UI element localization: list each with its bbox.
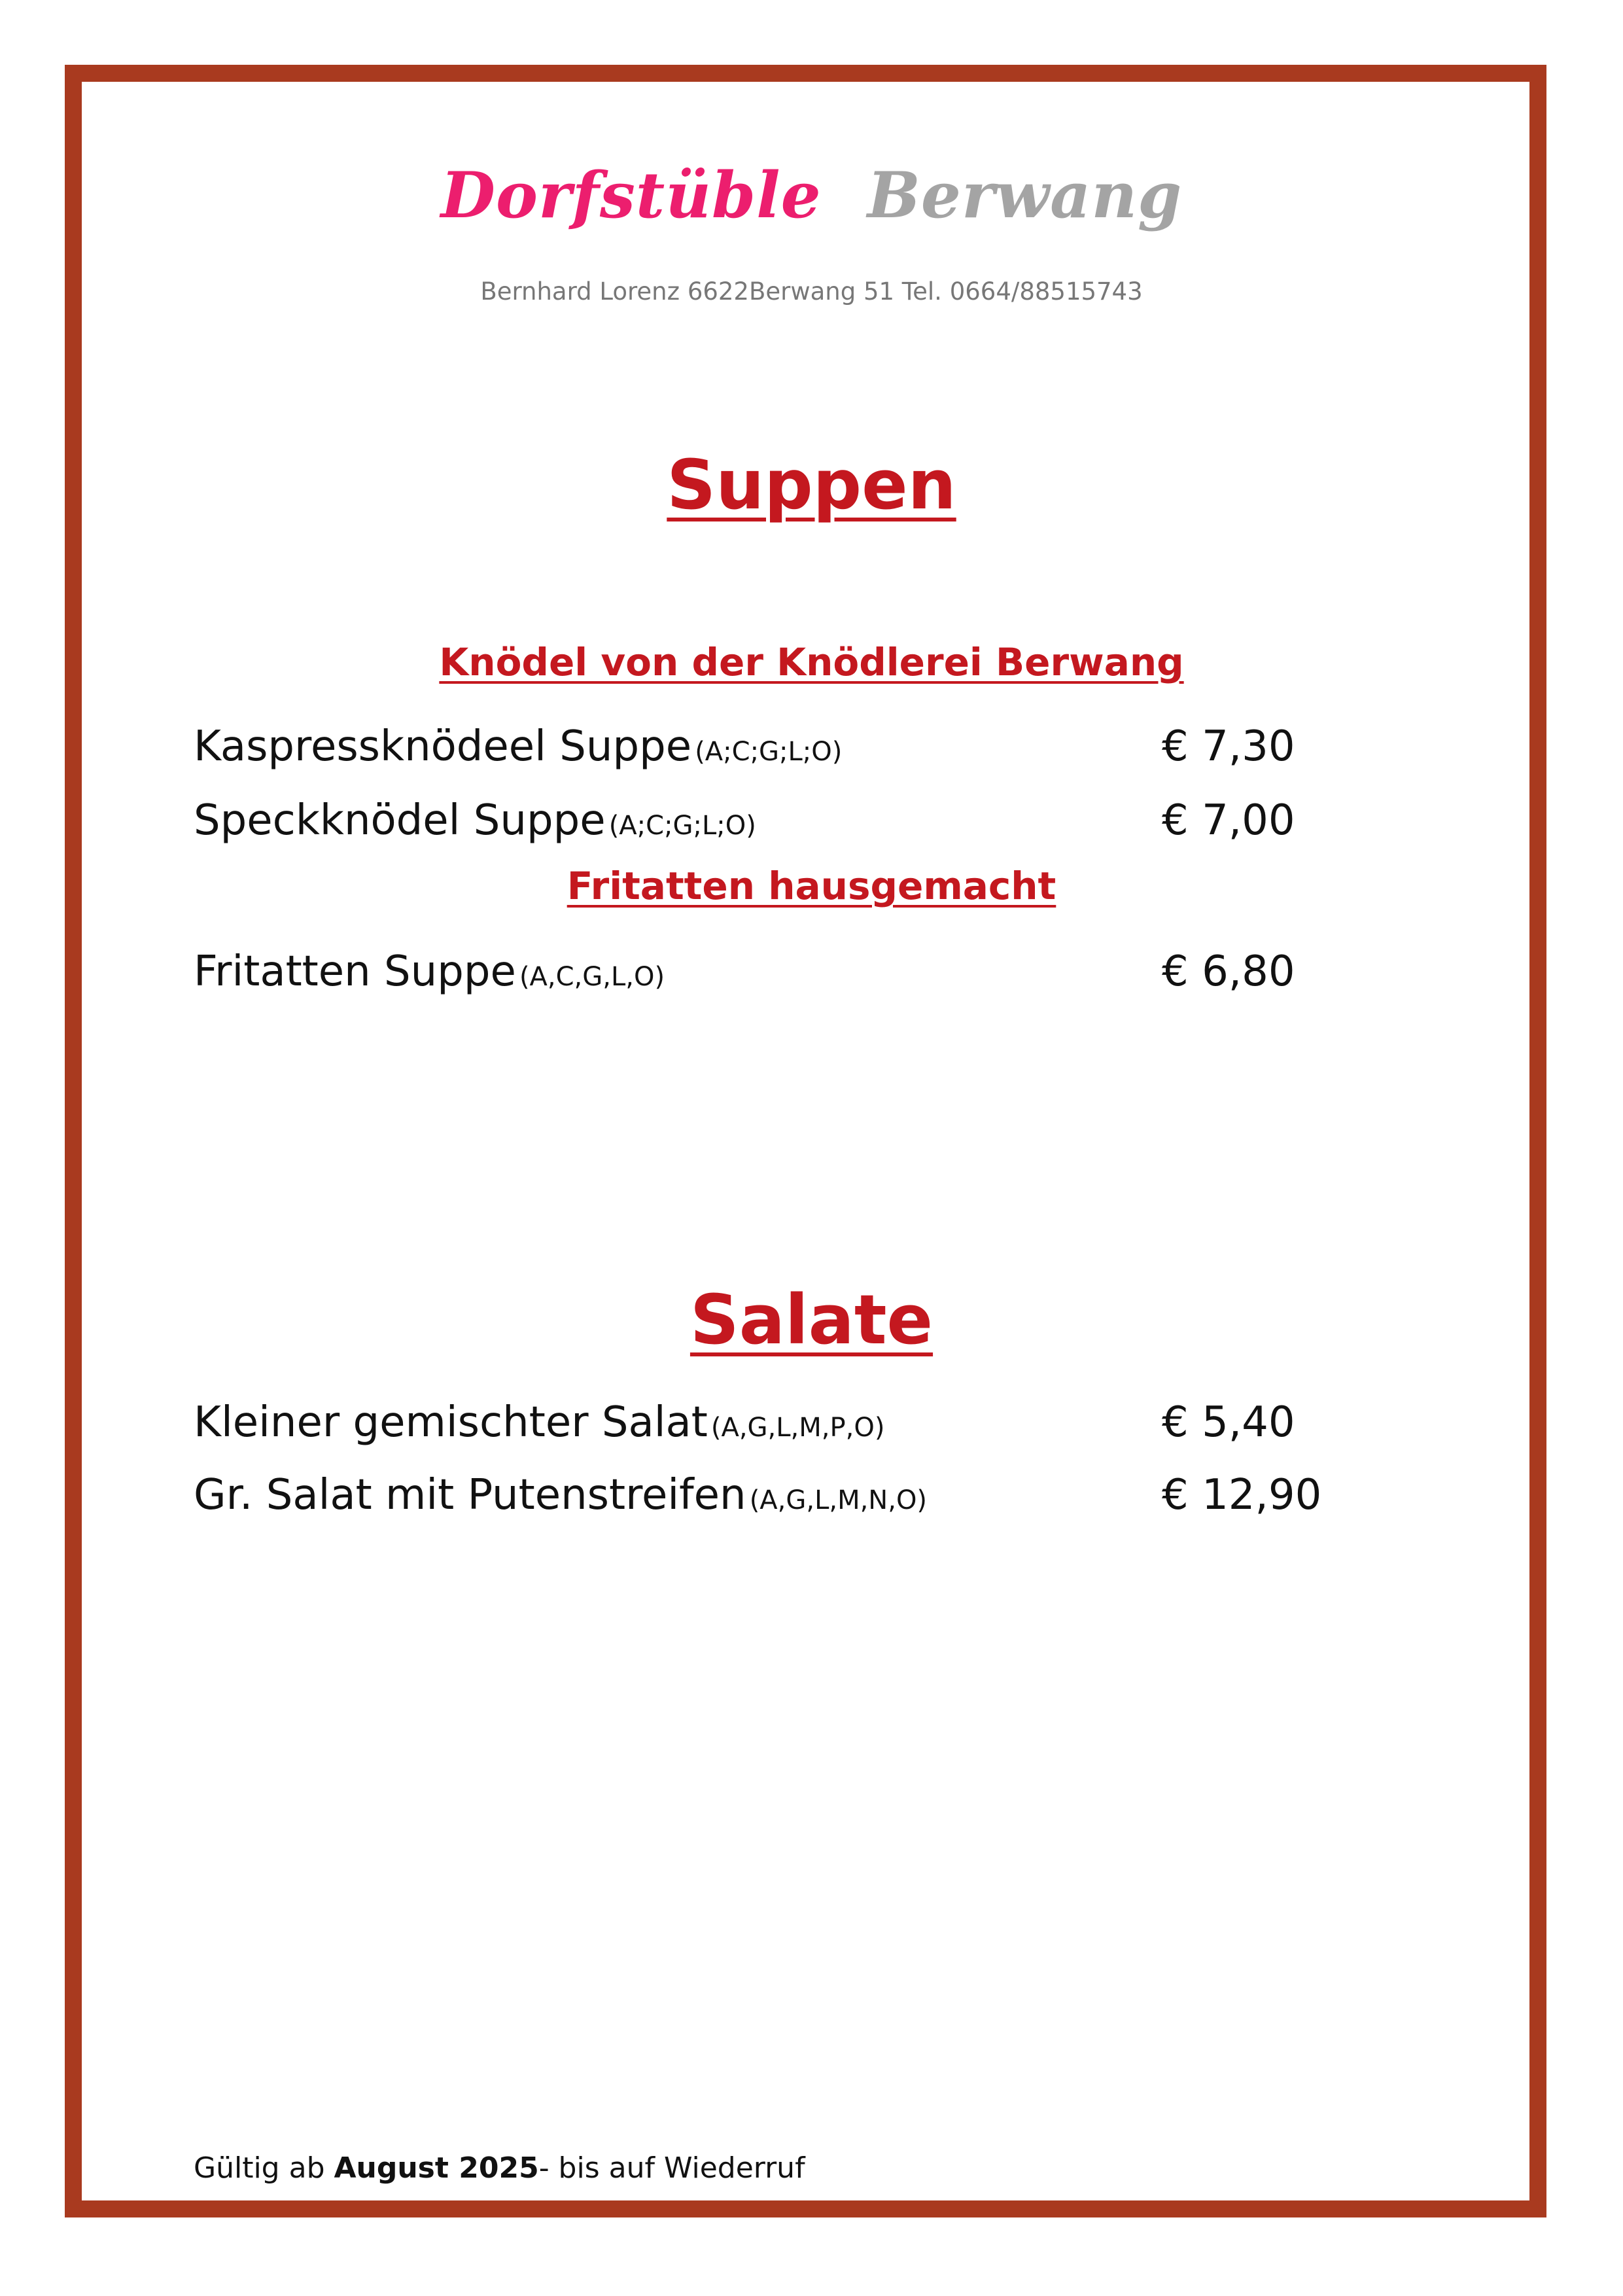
menu-item-allergens: (A;C;G;L;O) [608, 811, 756, 841]
section-title-salate: Salate [689, 1280, 934, 1360]
validity-date: August 2025 [334, 2151, 539, 2185]
menu-item [194, 947, 1417, 1006]
menu-item-name: Gr. Salat mit Putenstreifen [194, 1471, 746, 1519]
menu-item [194, 722, 1417, 781]
section-title-suppen: Suppen [667, 445, 956, 525]
menu-item [194, 796, 1417, 855]
menu-item-name: Fritatten Suppe [194, 947, 516, 996]
menu-item-price: € 7,00 [1162, 796, 1295, 845]
subsection-title-knoedel: Knödel von der Knödlerei Berwang [439, 640, 1184, 684]
validity-prefix: Gültig ab [194, 2151, 334, 2185]
menu-item-price: € 5,40 [1162, 1398, 1295, 1447]
menu-item-allergens: (A,G,L,M,N,O) [749, 1485, 928, 1515]
menu-item-name: Speckknödel Suppe [194, 796, 606, 845]
validity-note [194, 2151, 805, 2185]
menu-item-allergens: (A,G,L,M,P,O) [710, 1413, 885, 1443]
restaurant-brand [0, 158, 1623, 232]
menu-item-price: € 7,30 [1162, 722, 1295, 771]
menu-item [194, 1398, 1417, 1457]
menu-item-allergens: (A,C,G,L,O) [519, 962, 665, 992]
menu-item-price: € 12,90 [1162, 1471, 1322, 1519]
menu-item-price: € 6,80 [1162, 947, 1295, 996]
brand-name-secondary: Berwang [867, 158, 1183, 232]
menu-item-name: Kaspressknödeel Suppe [194, 722, 692, 771]
page-frame [65, 65, 1546, 2217]
restaurant-address: Bernhard Lorenz 6622Berwang 51 Tel. 0664/88515743 [480, 277, 1143, 306]
validity-suffix: - bis auf Wiederruf [538, 2151, 805, 2185]
menu-item [194, 1471, 1417, 1530]
subsection-title-fritatten: Fritatten hausgemacht [567, 864, 1056, 908]
menu-item-name: Kleiner gemischter Salat [194, 1398, 708, 1447]
brand-name-primary: Dorfstüble [440, 158, 822, 232]
menu-item-allergens: (A;C;G;L;O) [695, 737, 843, 767]
